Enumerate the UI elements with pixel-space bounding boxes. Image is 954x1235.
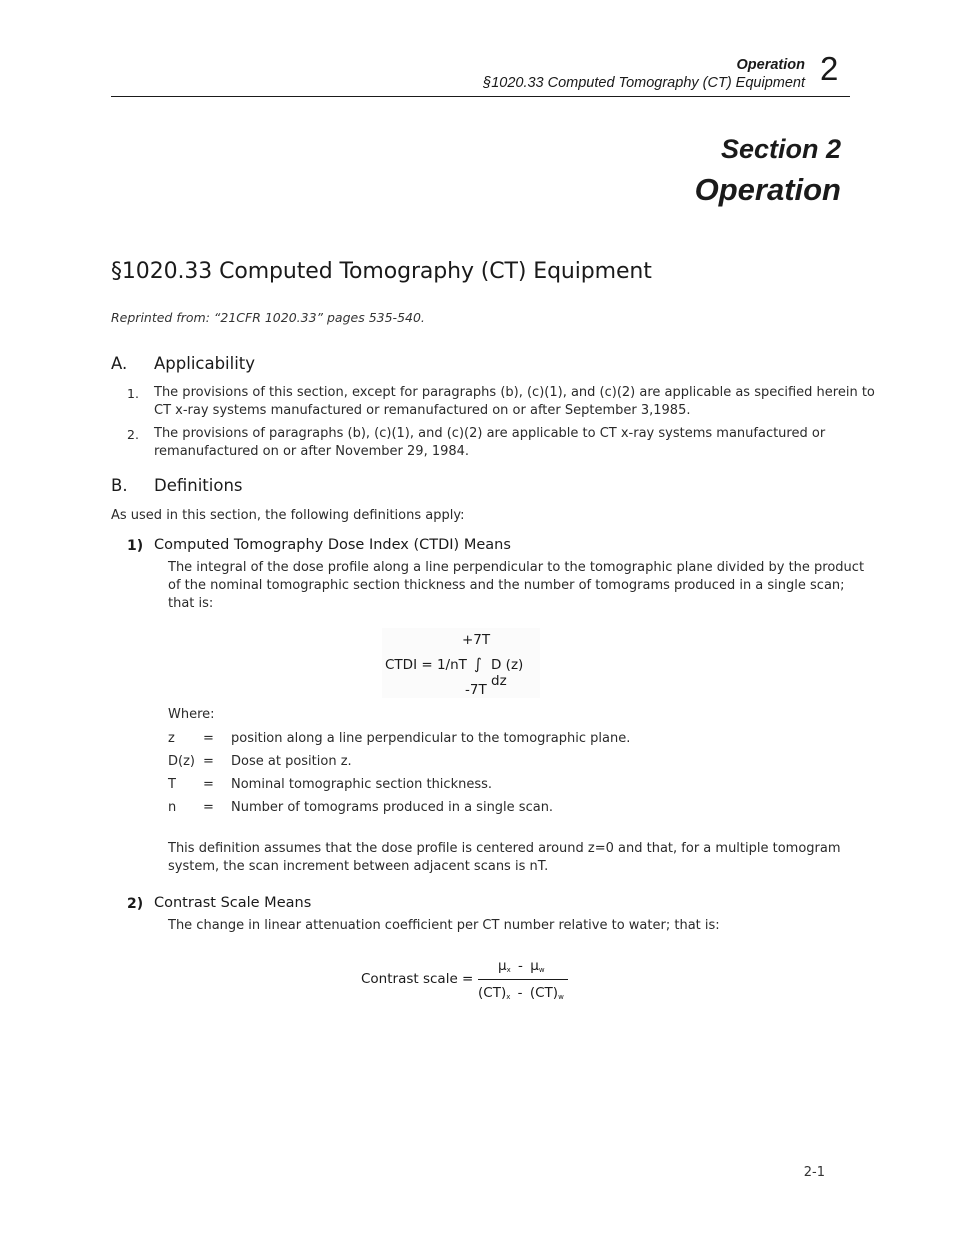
mu-symbol: μ (498, 958, 507, 974)
equals-sign: = (203, 777, 214, 792)
definition-text-line: of the nominal tomographic section thickness and the number of tomograms produced in a single scan; (168, 578, 845, 593)
definition-number: 2) (127, 896, 144, 912)
equals-sign: = (203, 731, 214, 746)
variable-symbol: D(z) (168, 754, 195, 769)
list-item-line: The provisions of paragraphs (b), (c)(1), and (c)(2) are applicable to CT x-ray systems manufactured or (154, 426, 826, 441)
running-header-subtitle: §1020.33 Computed Tomography (CT) Equipment (483, 75, 805, 91)
formula-lhs: Contrast scale = (361, 971, 474, 987)
equals-sign: = (203, 754, 214, 769)
variable-description: Dose at position z. (231, 754, 352, 769)
formula-rhs: D (z) dz (491, 657, 524, 689)
part-a-title: Applicability (154, 354, 256, 373)
variable-symbol: n (168, 800, 177, 815)
list-item-line: CT x-ray systems manufactured or remanufactured on or after September 3,1985. (154, 403, 691, 418)
integral-sign: ∫ (474, 655, 482, 673)
contrast-scale-formula (360, 955, 575, 1007)
section-label: Section 2 (720, 134, 841, 164)
variable-description: Nominal tomographic section thickness. (231, 777, 493, 792)
variable-symbol: T (168, 777, 176, 792)
integral-lower-limit: -7T (465, 682, 487, 698)
list-item-number: 2. (127, 427, 139, 442)
variable-description: position along a line perpendicular to the tomographic plane. (231, 731, 631, 746)
list-item-number: 1. (127, 386, 139, 401)
definition-text-line: that is: (168, 596, 214, 611)
main-heading: §1020.33 Computed Tomography (CT) Equipment (111, 259, 652, 284)
section-name: Operation (694, 172, 841, 207)
where-label: Where: (168, 707, 215, 722)
fraction-denominator (478, 985, 564, 1001)
fraction-bar (478, 979, 568, 980)
subscript: w (558, 993, 564, 1001)
list-item-line: The provisions of this section, except for paragraphs (b), (c)(1), and (c)(2) are applicable as specified herein to (154, 385, 875, 400)
header-rule (111, 96, 850, 97)
part-a-letter: A. (111, 354, 128, 373)
subscript: x (506, 993, 511, 1001)
minus-sign: - (517, 985, 523, 1001)
mu-symbol: μ (530, 958, 539, 974)
definition-title: Computed Tomography Dose Index (CTDI) Means (154, 537, 511, 553)
definitions-intro: As used in this section, the following definitions apply: (111, 508, 465, 523)
ct-term: (CT) (529, 985, 559, 1001)
part-b-letter: B. (111, 476, 128, 495)
minus-sign: - (518, 958, 523, 974)
integral-upper-limit: +7T (462, 632, 491, 648)
running-header-title: Operation (736, 57, 805, 73)
definition-text-line: The integral of the dose profile along a line perpendicular to the tomographic plane divided by the product (168, 560, 865, 575)
reprint-note: Reprinted from: “21CFR 1020.33” pages 535-540. (111, 310, 425, 325)
definition-note-line: system, the scan increment between adjacent scans is nT. (168, 859, 549, 874)
definition-note-line: This definition assumes that the dose profile is centered around z=0 and that, for a multiple tomogram (168, 841, 841, 856)
subscript: w (538, 966, 545, 974)
variable-symbol: z (168, 731, 175, 746)
page-number: 2-1 (803, 1165, 825, 1180)
subscript: x (506, 966, 511, 974)
fraction-numerator (498, 958, 545, 974)
list-item-line: remanufactured on or after November 29, 1984. (154, 444, 470, 459)
definition-title: Contrast Scale Means (154, 895, 312, 911)
formula-lhs: CTDI = 1/nT (385, 657, 467, 673)
ct-term: (CT) (478, 985, 507, 1001)
definition-text-line: The change in linear attenuation coefficient per CT number relative to water; that is: (168, 918, 720, 933)
variable-description: Number of tomograms produced in a single scan. (231, 800, 554, 815)
part-b-title: Definitions (154, 476, 243, 495)
chapter-number: 2 (820, 50, 839, 87)
ctdi-formula (382, 628, 540, 698)
definition-number: 1) (127, 538, 144, 554)
equals-sign: = (203, 800, 214, 815)
